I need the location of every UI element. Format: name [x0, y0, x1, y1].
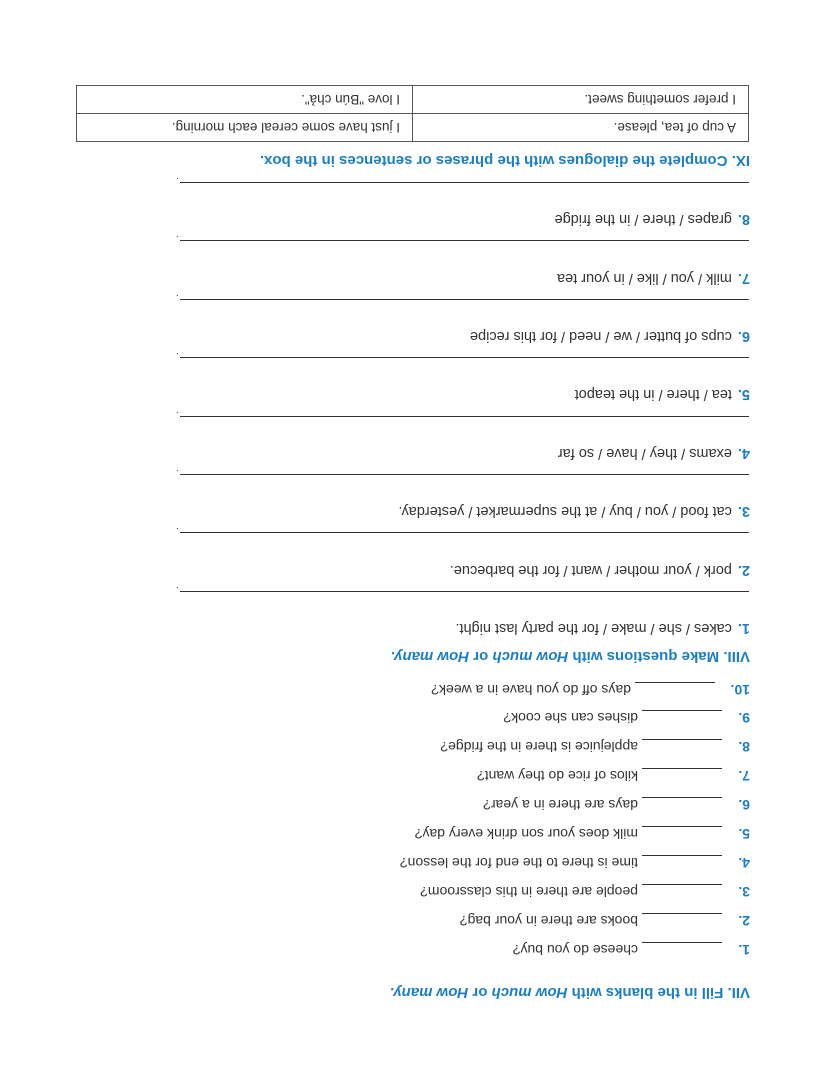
answer-blank[interactable]: [642, 768, 722, 785]
answer-blank[interactable]: [642, 739, 722, 756]
answer-blank[interactable]: [642, 797, 722, 814]
answer-line[interactable]: .: [180, 474, 749, 475]
section-viii-heading: VIII. Make questions with How much or How many.: [390, 648, 750, 665]
answer-blank[interactable]: [642, 884, 722, 901]
fill-blank-item: 5. milk does your son drink every day?: [414, 826, 750, 842]
phrase-cell: I just have some cereal each morning.: [77, 114, 413, 142]
answer-blank[interactable]: [642, 855, 722, 872]
answer-blank[interactable]: [642, 942, 722, 959]
fill-blank-item: 1. cheese do you buy?: [512, 942, 750, 958]
answer-line[interactable]: .: [180, 416, 749, 417]
fill-blank-item: 6. days are there in a year?: [483, 797, 750, 813]
phrase-cell: A cup of tea, please.: [413, 114, 749, 142]
question-prompt: 6.cups of butter / we / need / for this recipe: [469, 328, 750, 344]
fill-blank-item: 8. applejuice is there in the fridge?: [440, 739, 750, 755]
question-prompt: 5.tea / there / in the teapot: [574, 386, 750, 402]
answer-line[interactable]: .: [180, 357, 749, 358]
answer-blank[interactable]: [642, 826, 722, 843]
question-prompt: 3.cat food / you / buy / at the supermarket / yesterday.: [398, 503, 750, 519]
answer-blank[interactable]: [642, 710, 722, 727]
fill-blank-item: 3. people are there in this classroom?: [420, 884, 750, 900]
fill-blank-item: 10. days off do you have in a week?: [431, 682, 750, 698]
question-prompt: 8.grapes / there / in the fridge: [554, 211, 750, 227]
fill-blank-item: 9. dishes can she cook?: [503, 710, 750, 726]
answer-line[interactable]: .: [180, 182, 749, 183]
phrase-box: [76, 85, 749, 142]
phrase-box-row: [77, 114, 749, 142]
answer-line[interactable]: .: [180, 532, 749, 533]
answer-line[interactable]: .: [180, 240, 749, 241]
phrase-cell: I prefer something sweet.: [413, 86, 749, 114]
phrase-cell: I love "Bún chả".: [77, 86, 413, 114]
section-vii-heading: VII. Fill in the blanks with How much or How many.: [389, 984, 750, 1001]
answer-blank[interactable]: [642, 913, 722, 930]
question-prompt: 2.pork / your mother / want / for the barbecue.: [449, 562, 750, 578]
question-prompt: 4.exams / they / have / so far: [557, 445, 750, 461]
answer-blank[interactable]: [635, 682, 715, 699]
fill-blank-item: 2. books are there in your bag?: [459, 913, 750, 929]
section-ix-heading: IX. Complete the dialogues with the phrases or sentences in the box.: [259, 152, 750, 169]
question-prompt: 7.milk / you / like / in your tea: [557, 270, 750, 286]
answer-line[interactable]: .: [180, 299, 749, 300]
question-prompt: 1.cakes / she / make / for the party last night.: [455, 620, 750, 636]
answer-line[interactable]: .: [180, 591, 749, 592]
phrase-box-row: [77, 86, 749, 114]
fill-blank-item: 7. kilos of rice do they want?: [476, 768, 750, 784]
fill-blank-item: 4. time is there to the end for the lesson?: [399, 855, 750, 871]
